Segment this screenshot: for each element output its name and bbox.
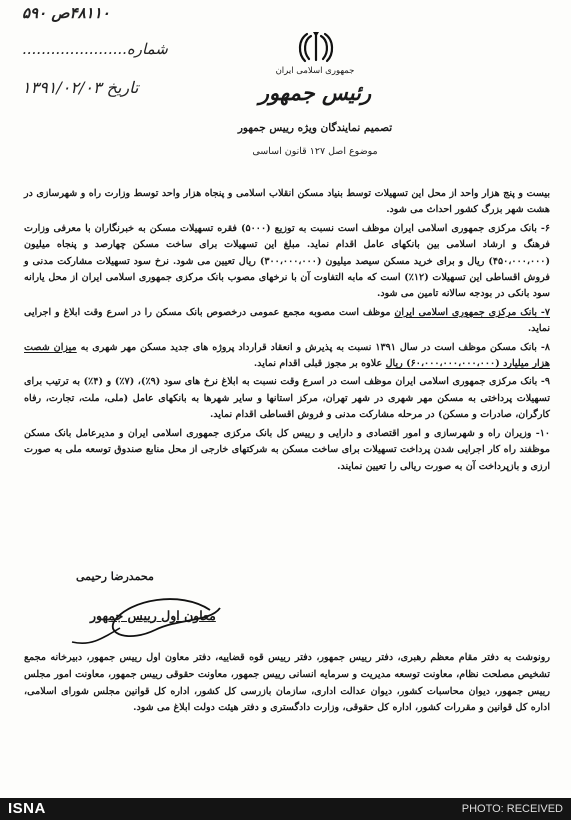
letter-date: تاریخ ۱۳۹۱/۰۲/۰۳ (22, 78, 139, 97)
agency-logo: ISNA (8, 800, 46, 817)
number-label: شماره...................... (22, 40, 168, 58)
country-heading: جمهوری اسلامی ایران (275, 66, 355, 76)
paragraph-9: ۹- بانک مرکزی جمهوری اسلامی ایران موظف است در اسرع وقت نسبت به ابلاغ نرخ های سود (۹٪)، (۷٪) و (۴٪) به ترتیب برای تسهیلات پرداختی به مسکن مهر شهری در شهر تهران، مرکز استانها و سایر شهرها به بانکهای عامل (ملی، ملت، تجارت، رفاه کارگران، صادرات و مسکن) در مرحله مشارکت مدنی و فروش اقساطی اقدام نماید. (24, 376, 550, 421)
paragraph-7 (24, 305, 550, 338)
signatory-name: محمدرضا رحیمی (76, 570, 154, 583)
paragraph-8-end: علاوه بر مجوز قبلی اقدام نماید. (253, 358, 386, 370)
document-subject: موضوع اصل ۱۲۷ قانون اساسی (252, 146, 378, 157)
office-heading: رئیس جمهور (258, 80, 372, 105)
paragraph: بیست و پنج هزار واحد از محل این تسهیلات توسط بنیاد مسکن انقلاب اسلامی و پنجاه هزار واحد توسط وزارت راه و شهرسازی در هشت شهر بزرگ کشور احداث می شود. (24, 188, 550, 216)
photo-credit: PHOTO: RECEIVED (461, 803, 563, 815)
signatory-title: معاون اول رییس جمهور (90, 608, 216, 623)
paragraph-8-start: ۸- بانک مسکن موظف است در سال ۱۳۹۱ نسبت به پذیرش و انعقاد قرارداد پروژه های جدید مسکن مهر شهری به (76, 341, 550, 353)
letter-number: ۴۸۱۱۰ص ۵۹۰ (22, 4, 110, 22)
footer-bar (0, 798, 571, 820)
paragraph-7-text: موظف است مصوبه مجمع عمومی درخصوص بانک مسکن را در اسرع وقت ابلاغ و اجرایی نماید. (24, 306, 550, 335)
paragraph-8 (24, 340, 550, 373)
document-title: تصمیم نمایندگان ویژه رییس جمهور (237, 122, 393, 134)
underlined-text: ۷- بانک مرکزی جمهوری اسلامی ایران (394, 306, 550, 318)
paragraph-10: ۱۰- وزیران راه و شهرسازی و امور اقتصادی و دارایی و رییس کل بانک مرکزی جمهوری اسلامی ایران و مدیرعامل بانک مسکن موظفند راه کار اجرایی شدن پرداخت تسهیلات برای ساخت مسکن به شرکتهای خارجی از محل منابع صندوق توسعه ملی به صورت ارزی و بازپرداخت آن به صورت ریالی را تعیین نمایند. (24, 427, 550, 472)
carbon-copy-list: رونوشت به دفتر مقام معظم رهبری، دفتر رییس جمهور، دفتر رییس قوه قضاییه، دفتر معاون اول رییس جمهور، دبیرخانه مجمع تشخیص مصلحت نظام، معاونت توسعه مدیریت و سرمایه انسانی رییس جمهور، معاونت حقوقی رییس جمهور، معاونت امور مجلس رییس جمهور، دیوان محاسبات کشور، دیوان عدالت اداری، سازمان بازرسی کل کشور، اداره کل قوانین مجلس شورای اسلامی، اداره کل قوانین و مقررات کشور، اداره کل حقوقی، وزارت دادگستری و دفتر هیئت دولت ابلاغ می شود. (24, 652, 550, 714)
document-body (24, 186, 550, 477)
iran-emblem-icon (296, 30, 336, 64)
paragraph: ۶- بانک مرکزی جمهوری اسلامی ایران موظف است نسبت به توزیع (۵۰۰۰) فقره تسهیلات مسکن به خبرنگاران با معرفی وزارت فرهنگ و ارشاد اسلامی بین بانکهای عامل اقدام نماید. مبلغ این تسهیلات برای ساخت مسکن چهارصد و پنجاه میلیون (۴۵۰،۰۰۰،۰۰۰) ریال و برای خرید مسکن سیصد میلیون (۳۰۰،۰۰۰،۰۰۰) ریال تعیین می شود. نرخ سود تسهیلات مشارکت مدنی و فروش اقساطی این تسهیلات (۱۲٪) است که مابه التفاوت آن با نرخهای مصوب بانک مرکزی جمهوری اسلامی ایران از محل یارانه سود بانکی در بودجه سالانه تامین می شود. (24, 222, 550, 300)
underlined-amount: میزان شصت هزار میلیارد (۶۰،۰۰۰،۰۰۰،۰۰۰،۰۰۰) ریال (24, 341, 550, 370)
